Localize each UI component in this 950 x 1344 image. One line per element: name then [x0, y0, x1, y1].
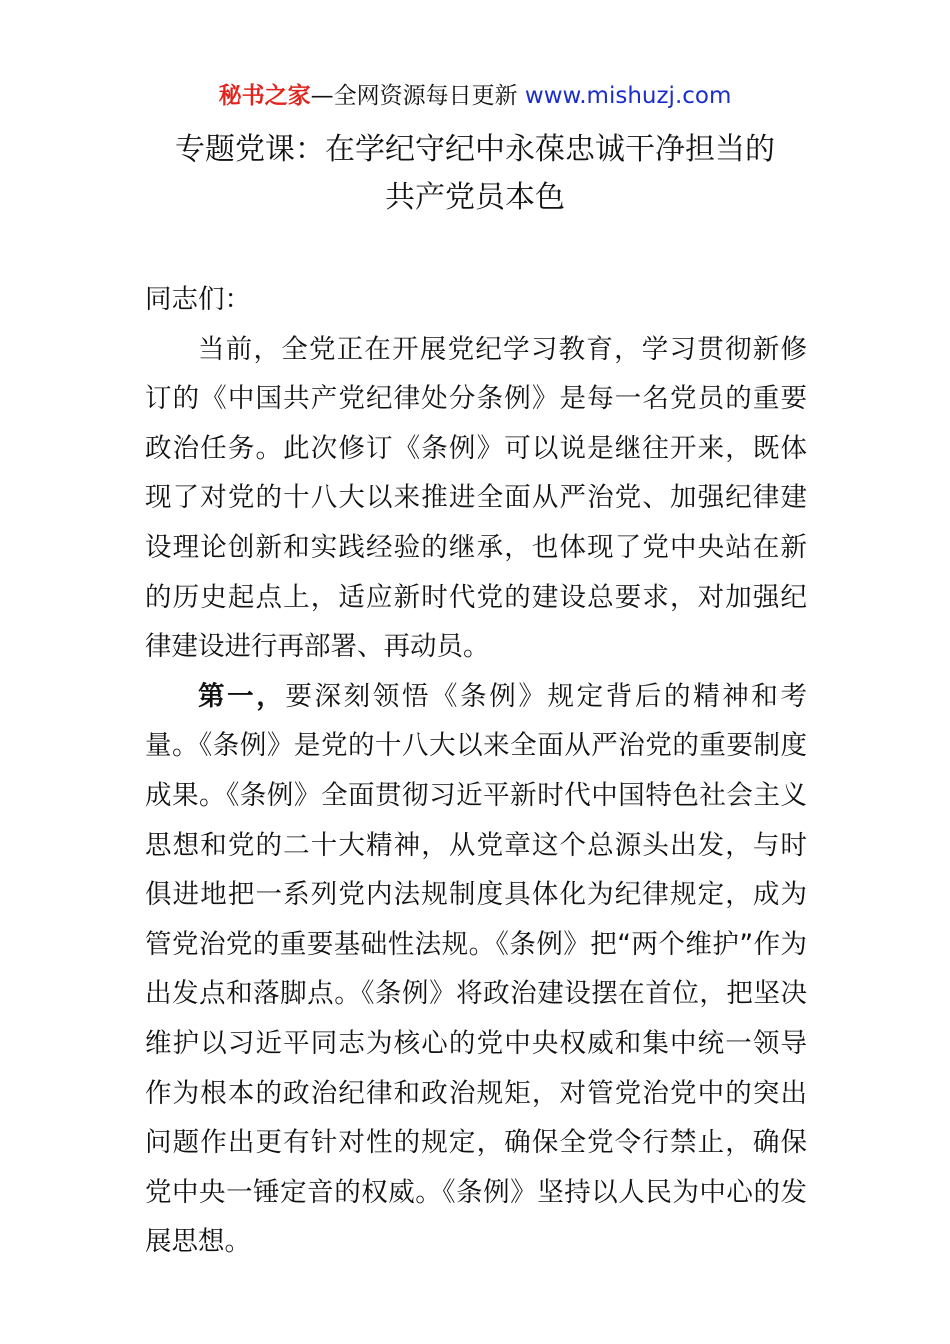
paragraph-2 — [145, 672, 807, 1267]
title-line-1: 专题党课：在学纪守纪中永葆忠诚干净担当的 — [175, 132, 775, 167]
title-line-2: 共产党员本色 — [385, 180, 565, 215]
document-title — [0, 126, 950, 222]
brand-name: 秘书之家 — [218, 83, 311, 109]
header-tagline: —全网资源每日更新 — [310, 83, 518, 109]
document-body — [145, 275, 807, 1267]
paragraph-2-lead: 第一， — [198, 680, 286, 712]
site-url-link[interactable]: www.mishuzj.com — [524, 83, 732, 109]
paragraph-2-text: 要深刻领悟《条例》规定背后的精神和考量。《条例》是党的十八大以来全面从严治党的重要制度成果。《条例》全面贯彻习近平新时代中国特色社会主义思想和党的二十大精神，从党章这个总源头出发，与时俱进地把一系列党内法规制度具体化为纪律规定，成为管党治党的重要基础性法规。《条例》把“两个维护”作为出发点和落脚点。《条例》将政治建设摆在首位，把坚决维护以习近平同志为核心的党中央权威和集中统一领导作为根本的政治纪律和政治规矩，对管党治党中的突出问题作出更有针对性的规定，确保全党令行禁止，确保党中央一锤定音的权威。《条例》坚持以人民为中心的发展思想。 — [145, 680, 807, 1258]
site-header — [0, 78, 950, 114]
paragraph-1: 当前，全党正在开展党纪学习教育，学习贯彻新修订的《中国共产党纪律处分条例》是每一名党员的重要政治任务。此次修订《条例》可以说是继往开来，既体现了对党的十八大以来推进全面从严治党、加强纪律建设理论创新和实践经验的继承，也体现了党中央站在新的历史起点上，适应新时代党的建设总要求，对加强纪律建设进行再部署、再动员。 — [145, 333, 807, 663]
salutation: 同志们： — [145, 284, 251, 315]
